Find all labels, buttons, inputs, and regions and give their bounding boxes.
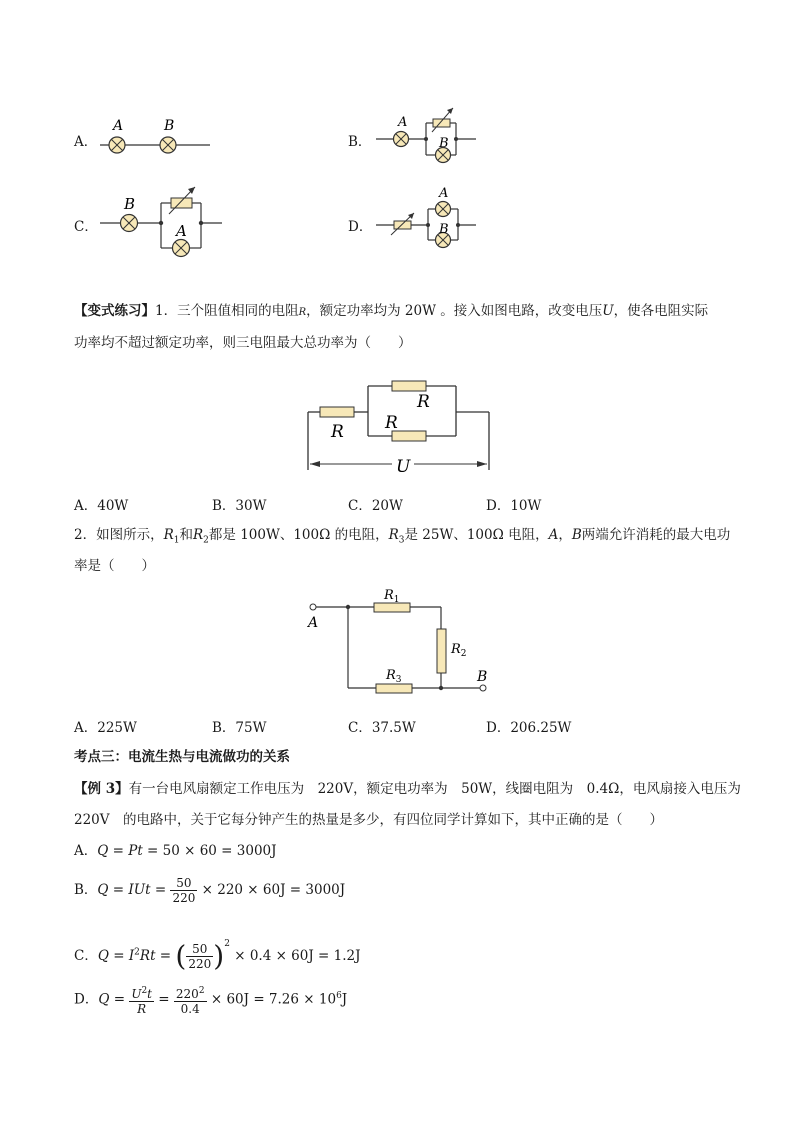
q1-circuit (300, 372, 500, 480)
lamp-icon (436, 202, 451, 217)
q2-option-a: A．225W (74, 720, 137, 736)
lamp-label: A (439, 186, 449, 201)
fraction: $\frac{50}{220}$ (188, 942, 212, 971)
lamp-label: B (439, 136, 449, 151)
circuit-a (100, 115, 220, 160)
ex3-option-d: D．Q = $\frac{U^2t}{R}$ = $\frac{220^2}{0.4}$ × $60J = 7.26 \times 10^6J$ (74, 986, 348, 1016)
resistor-label: R (417, 392, 430, 412)
lamp-label: B (164, 118, 175, 134)
q2-circuit (300, 585, 500, 697)
ex3-option-b: B．Q = IUt = $\frac{50}{220}$ × 220 × 60J = 3000J (74, 876, 346, 905)
q1-option-c: C．20W (348, 498, 403, 514)
voltage-label: U (396, 457, 411, 477)
q1-option-b: B．30W (212, 498, 267, 514)
lamp-label: A (113, 118, 124, 134)
lamp-label: A (176, 222, 187, 240)
q1-line2: 功率均不超过额定功率，则三电阻最大总功率为（ ） (74, 335, 412, 351)
ex3-line2: 220V 的电路中，关于它每分钟产生的热量是多少，有四位同学计算如下，其中正确的是（ ） (74, 812, 664, 828)
resistor-label: $R_1$ (384, 588, 400, 605)
lamp-icon (173, 240, 190, 257)
lamp-icon (121, 215, 138, 232)
fraction: $\frac{U^2t}{R}$ (131, 986, 152, 1016)
fraction: $\frac{50}{220}$ (172, 876, 196, 905)
terminal-label: B (477, 669, 488, 685)
option-a-label: A． (74, 134, 98, 150)
circuit-c (100, 183, 230, 263)
q2-option-d: D．206.25W (486, 720, 572, 736)
lamp-label: A (398, 115, 408, 130)
lamp-icon (160, 137, 176, 153)
lamp-label: B (124, 195, 136, 213)
resistor-label: R (385, 413, 398, 433)
terminal-label: A (308, 615, 319, 631)
q2-line2: 率是（ ） (74, 558, 155, 574)
lamp-icon (394, 132, 409, 147)
resistor-label: $R_3$ (386, 668, 402, 685)
ex3-option-a: A．Q = Pt = 50 × 60 = 3000J (74, 843, 277, 859)
lamp-label: B (439, 222, 449, 237)
q2-line1: 2．如图所示，$R_1$和$R_2$都是 100W、100Ω 的电阻，$R_3$是 25W、100Ω 电阻，A，B两端允许消耗的最大电功 (74, 527, 731, 546)
option-c-label: C． (74, 219, 98, 235)
section-title: 考点三：电流生热与电流做功的关系 (74, 749, 290, 765)
circuit-d (374, 183, 484, 263)
resistor-label: $R_2$ (451, 642, 467, 659)
ex3-option-c: C．$Q = I^2Rt$ = ( $\frac{50}{220}$ )$^2$ × 0.4 × 60J = 1.2J (74, 939, 361, 973)
ex3-line1: 【例 3】有一台电风扇额定工作电压为 220V，额定电功率为 50W，线圈电阻为 0.4Ω，电风扇接入电压为 (74, 781, 741, 797)
q1-option-d: D．10W (486, 498, 542, 514)
option-d-label: D． (348, 219, 373, 235)
resistor-label: R (331, 422, 344, 442)
option-b-label: B． (348, 134, 372, 150)
circuit-b (374, 103, 484, 165)
q1-option-a: A．40W (74, 498, 129, 514)
q2-option-b: B．75W (212, 720, 267, 736)
q1-line1: 【变式练习】1．三个阻值相同的电阻R，额定功率均为 20W 。接入如图电路，改变电压U，使各电阻实际 (74, 303, 709, 319)
lamp-icon (109, 137, 125, 153)
fraction: $\frac{220^2}{0.4}$ (175, 986, 205, 1016)
q2-option-c: C．37.5W (348, 720, 416, 736)
